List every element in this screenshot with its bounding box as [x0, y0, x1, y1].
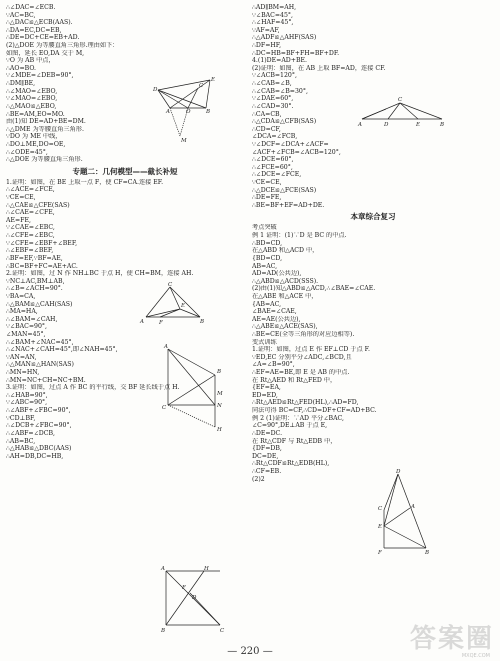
text-line: ∴∠CAB=∠B,: [252, 80, 292, 88]
fig2-label-0: C: [398, 97, 403, 103]
fig5-label-3: F: [378, 550, 382, 556]
text-line: ∠BAE=∠CAE,: [252, 308, 297, 316]
right-column: [252, 4, 494, 483]
text-line: (2)△DOE 为等腰直角三角形.理由如下：: [6, 42, 119, 50]
fig2-label-3: D: [384, 122, 389, 128]
text-line: ∴△CDA≌△CFB(SAS): [252, 118, 317, 126]
text-line: ∠DCA=∠FCB,: [252, 133, 298, 141]
text-line: ∵∠CAE=∠EBC,: [6, 224, 55, 232]
text-line: ∴△DME 为等腰直角三角形.: [6, 125, 84, 133]
text-line: ∴∠FCE=60°,: [252, 163, 293, 171]
text-line: ∠ACF+∠FCB=∠ACB=120°,: [252, 148, 341, 156]
fig4-label-5: H: [217, 427, 222, 433]
text-line: ∴CD=CF,: [252, 125, 281, 133]
fig6-label-4: D: [192, 595, 197, 601]
text-line: ∴MN=HN,: [6, 369, 40, 377]
text-line: ∴BD=CD,: [252, 239, 283, 247]
fig5-label-2: A: [411, 504, 415, 510]
text-line: ∴BE=AM,EO=MO.: [6, 110, 65, 118]
text-line: (2)证明：如图，在 AB 上取 BF=AD，连接 CF.: [252, 64, 386, 72]
text-line: ∵∠BAC=90°,: [6, 323, 47, 331]
watermark-logo: 答案圈: [409, 624, 494, 654]
text-line: ∴BE=CE(全等三角形的对应边相等).: [252, 330, 355, 338]
text-line: ∴∠EBF=∠BEF,: [6, 247, 54, 255]
figure-2-diagram: [358, 95, 448, 139]
text-line: ∴∠ABF=∠DCB,: [6, 429, 56, 437]
fig2-label-1: A: [358, 122, 362, 128]
text-line: ∵AF=AF,: [252, 26, 280, 34]
text-line: ∴MA=HA,: [6, 308, 38, 316]
section-heading: 本章综合复习: [350, 212, 396, 222]
text-line: 在 Rt△AED 和 Rt△FED 中，: [252, 376, 337, 384]
text-line: 在△ABE 和△ACE 中，: [252, 292, 318, 300]
text-line: ∴AB=BC,: [6, 437, 36, 445]
text-line: ∵CD⊥BF,: [6, 414, 36, 422]
text-line: ∴BC=BF+FC=AE+AC.: [6, 262, 78, 270]
text-line: ∴AH=DB,DC=HB,: [6, 452, 64, 460]
text-line: ∵∠CFE=∠EBF+∠BEF,: [6, 239, 78, 247]
text-line: ∴△CAE≌△CFE(SAS): [6, 201, 70, 209]
text-line: ∵∠MDE=∠DEB=90°,: [6, 72, 74, 80]
text-line: ∴AD∥BM=AH,: [252, 4, 297, 11]
figure-5-diagram: [378, 470, 438, 564]
text-line: {DF=DB,: [252, 445, 282, 453]
text-line: ∵CE=CE,: [252, 179, 282, 187]
fig6-label-0: A: [161, 566, 165, 572]
fig1-label-5: C: [199, 83, 204, 89]
text-line: ∴△BAM≌△CAH(SAS): [6, 300, 73, 308]
page-number: — 220 —: [227, 646, 273, 657]
text-line: ∵BA=CA,: [6, 292, 36, 300]
fig2-label-4: E: [416, 122, 421, 128]
text-line: (2)2: [252, 475, 265, 483]
text-line: 例 2 (1)证明：∵AD 平分∠BAC,: [252, 414, 345, 422]
fig3-label-4: B: [200, 319, 205, 325]
text-line: AD=AD(公共边),: [252, 270, 302, 278]
text-line: ∴DA=EC,DC=EB,: [6, 26, 62, 34]
text-line: AE=FE,: [6, 216, 31, 224]
text-line: 由(1)知 DE=AD+BE=DM.: [6, 118, 86, 126]
text-line: ∵AN=AN,: [6, 353, 37, 361]
text-line: 3.证明：如图，过点 A 作 BC 的平行线，交 BF 延长线于点 H.: [6, 384, 180, 392]
text-line: 1.证明：如图，过点 E 作 EF⊥CD 于点 F.: [252, 346, 370, 354]
figure-4-diagram: [160, 345, 230, 439]
text-line: ∴DC=HB=BF+FH=BF+DF.: [252, 49, 340, 57]
text-line: ∵∠BAC=45°,: [252, 11, 293, 19]
text-line: ∴△HAB≌△DBC(AAS): [6, 445, 72, 453]
text-line: ∴CA=CB,: [252, 110, 282, 118]
text-line: ∴∠MAO=∠EBO,: [6, 87, 58, 95]
text-line: 2.证明：如图，过 N 作 NH⊥BC 于点 H，使 CH=BM，连接 AH.: [6, 270, 194, 278]
text-line: ∴BF=EF,∵BF=AE,: [6, 254, 63, 262]
fig2-label-2: B: [440, 122, 445, 128]
text-line: ∴DE=DC.: [252, 429, 283, 437]
text-line: ∴∠DAC=∠ECB.: [6, 4, 56, 11]
text-line: ∴∠HAF=45°,: [252, 19, 294, 27]
figure-1-diagram: [150, 78, 220, 152]
text-line: ∴∠ACE=∠FCE,: [6, 186, 55, 194]
text-line: ED=ED,: [252, 391, 278, 399]
text-line: 考点突破: [252, 224, 277, 232]
text-line: ∴△MAN≌△HAN(SAS): [6, 361, 74, 369]
text-line: ∴AO=BO.: [6, 64, 37, 72]
fig5-label-5: E: [378, 524, 383, 530]
fig4-label-0: A: [164, 344, 168, 350]
text-line: ∴∠CFE=∠EBC,: [6, 232, 55, 240]
text-line: ∵∠DAE=60°,: [252, 95, 294, 103]
text-line: ∴Rt△AED≌Rt△FED(HL),∴AD=FD,: [252, 399, 359, 407]
text-line: ∠A=∠B=90°,: [252, 361, 295, 369]
fig3-label-2: F: [159, 320, 163, 326]
text-line: ∴∠CAD=30°.: [252, 102, 294, 110]
text-line: ∵O 为 AB 中点，: [6, 57, 55, 65]
fig1-label-3: O: [186, 109, 191, 115]
text-line: 1.证明：如图，在 BE 上取一点 F，使 CF=CA.连接 EF.: [6, 178, 164, 186]
fig5-label-4: B: [425, 550, 430, 556]
text-line: ∴△DOE 为等腰直角三角形.: [6, 156, 83, 164]
fig4-label-1: C: [162, 405, 167, 411]
text-line: {BD=CD,: [252, 254, 283, 262]
fig4-label-2: B: [217, 369, 222, 375]
text-line: ∴∠ABF+∠FBC=90°,: [6, 407, 71, 415]
text-line: ∠C=90°,DE⊥AB 于点 E,: [252, 422, 328, 430]
section-heading: 专题二：几何模型——截长补短: [72, 166, 178, 176]
text-line: ∴△DAC≌△ECB(AAS).: [6, 19, 73, 27]
fig4-label-4: N: [217, 403, 222, 409]
watermark-url: MXQE.COM: [461, 653, 490, 659]
fig1-label-4: B: [206, 109, 211, 115]
fig3-label-1: E: [181, 303, 186, 309]
text-line: 如图，延长 EO,DA 交于 M,: [6, 49, 85, 57]
text-line: ∴∠CAB=∠B=30°,: [252, 87, 308, 95]
text-line: ∵DO 为 ME 中线，: [6, 133, 62, 141]
text-line: ∴△ABD≌△ACD(SSS).: [252, 277, 319, 285]
text-line: AB=AC,: [252, 262, 278, 270]
text-line: ∴△DCE≌△FCE(SAS): [252, 186, 317, 194]
fig6-label-2: F: [182, 585, 186, 591]
text-line: {AB=AC,: [252, 300, 282, 308]
text-line: ∵CE=CE,: [6, 194, 36, 202]
text-line: ∴DF=HF,: [252, 42, 282, 50]
text-line: 同法可得 BC=CF,∴CD=DF+CF=AD+BC.: [252, 407, 377, 415]
text-line: ∴∠BAM=∠CAH,: [6, 315, 58, 323]
fig3-label-3: A: [140, 319, 144, 325]
text-line: ∵∠DCF=∠DCA+∠ACF=: [252, 140, 329, 148]
fig1-label-6: M: [181, 138, 187, 144]
text-line: ∴∠DCE=60°,: [252, 156, 294, 164]
text-line: ∴∠HAB=90°,: [6, 391, 48, 399]
text-line: ∴∠B=∠ACH=90°.: [6, 285, 63, 293]
fig5-label-1: C: [378, 506, 383, 512]
fig1-label-0: E: [211, 77, 216, 83]
text-line: ∴∠NAC+∠CAH=45°,即∠NAH=45°,: [6, 346, 118, 354]
text-line: ∴Rt△CDF≌Rt△EDB(HL),: [252, 460, 330, 468]
text-line: AE=AE(公共边),: [252, 315, 301, 323]
fig6-label-5: C: [220, 628, 225, 634]
text-line: ∴EF=AE=BE,即 E 是 AB 的中点.: [252, 369, 350, 377]
text-line: 例 1 证明：(1)∵D 是 BC 的中点.: [252, 232, 347, 240]
fig1-label-2: A: [166, 109, 170, 115]
text-line: ∴∠DCE=∠FCE,: [252, 171, 302, 179]
text-line: ∴△ADF≌△AHF(SAS): [252, 34, 317, 42]
fig6-label-3: B: [161, 628, 166, 634]
text-line: ∵NC⊥AC,BM⊥AB,: [6, 277, 65, 285]
text-line: ∴BE=BF+EF=AD+DE.: [252, 201, 325, 209]
text-line: ∵ED,EC 分别平分∠ADC,∠BCD,且: [252, 353, 352, 361]
fig6-label-1: H: [204, 566, 209, 572]
text-line: ∠MAN=45°,: [6, 330, 46, 338]
text-line: 变式训练: [252, 338, 277, 346]
text-line: ∴CF=EB.: [252, 467, 282, 475]
text-line: ∴DM∥BE,: [6, 80, 36, 88]
text-line: 4.(1)DE=AD+BE.: [252, 57, 307, 65]
text-line: ∴△ABE≌△ACE(SAS),: [252, 323, 318, 331]
text-line: (2)由(1)知△ABD≌△ACD,∴∠BAE=∠CAE.: [252, 285, 376, 293]
text-line: ∴DE=DC+CE=EB+AD.: [6, 34, 80, 42]
text-line: ∴∠ODE=45°,: [6, 148, 48, 156]
figure-3-diagram: [140, 282, 210, 334]
fig4-label-3: M: [217, 391, 223, 397]
text-line: DC=DE,: [252, 452, 279, 460]
text-line: ∴∠DCB+∠FBC=90°,: [6, 422, 72, 430]
text-line: ∴∠CAE=∠CFE,: [6, 209, 55, 217]
text-line: 在△ABD 和△ACD 中，: [252, 247, 319, 255]
text-line: ∵∠ABC=90°,: [6, 399, 48, 407]
fig5-label-0: D: [396, 469, 401, 475]
text-line: ∴DE=FE,: [252, 194, 282, 202]
text-line: ∵AC=BC,: [6, 11, 36, 19]
figure-6-diagram: [160, 565, 230, 639]
fig3-label-0: C: [168, 282, 173, 288]
text-line: {EF=EA,: [252, 384, 281, 392]
text-line: ∴DO⊥ME,DO=OE,: [6, 140, 66, 148]
text-line: ∵∠ACB=120°,: [252, 72, 297, 80]
text-line: 在 Rt△CDF 与 Rt△EDB 中，: [252, 437, 337, 445]
text-line: ∴∠BAM+∠NAC=45°,: [6, 338, 74, 346]
fig1-label-1: D: [153, 87, 158, 93]
text-line: ∴△MAO≌△EBO,: [6, 102, 57, 110]
text-line: ∴MN=NC+CH=NC+BM.: [6, 376, 86, 384]
text-line: ∵∠MAO=∠EBO,: [6, 95, 58, 103]
